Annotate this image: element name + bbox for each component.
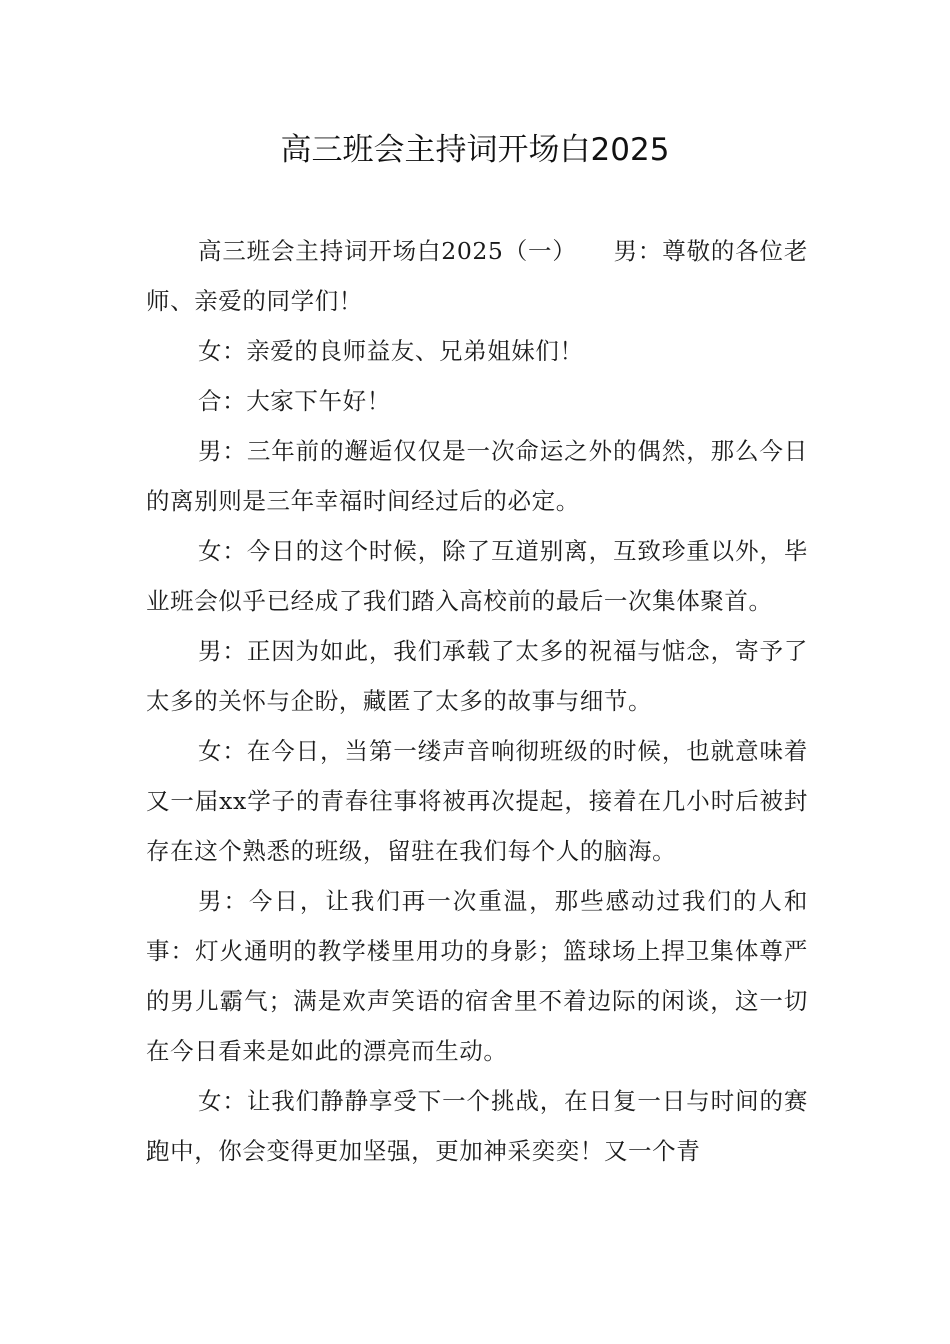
paragraph: 男：正因为如此，我们承载了太多的祝福与惦念，寄予了太多的关怀与企盼，藏匿了太多的故事与细节。 [146,637,808,715]
paragraph: 男：今日，让我们再一次重温，那些感动过我们的人和事：灯火通明的教学楼里用功的身影；篮球场上捍卫集体尊严的男儿霸气；满是欢声笑语的宿舍里不着边际的闲谈，这一切在今日看来是如此的漂亮而生动。 [146,887,808,1065]
paragraph: 合：大家下午好！ [198,387,391,415]
paragraph: 女：今日的这个时候，除了互道别离，互致珍重以外，毕业班会似乎已经成了我们踏入高校前的最后一次集体聚首。 [146,537,808,615]
paragraph: 女：让我们静静享受下一个挑战，在日复一日与时间的赛跑中，你会变得更加坚强，更加神采奕奕！又一个青 [146,1087,808,1165]
paragraph: 高三班会主持词开场白2025（一） 男：尊敬的各位老师、亲爱的同学们！ [146,237,808,315]
paragraph: 女：亲爱的良师益友、兄弟姐妹们！ [198,337,584,365]
document-body [146,226,808,1176]
document-title: 高三班会主持词开场白2025 [280,132,670,168]
paragraph: 女：在今日，当第一缕声音响彻班级的时候，也就意味着又一届xx学子的青春往事将被再次提起，接着在几小时后被封存在这个熟悉的班级，留驻在我们每个人的脑海。 [146,737,808,865]
paragraph: 男：三年前的邂逅仅仅是一次命运之外的偶然，那么今日的离别则是三年幸福时间经过后的必定。 [146,437,808,515]
